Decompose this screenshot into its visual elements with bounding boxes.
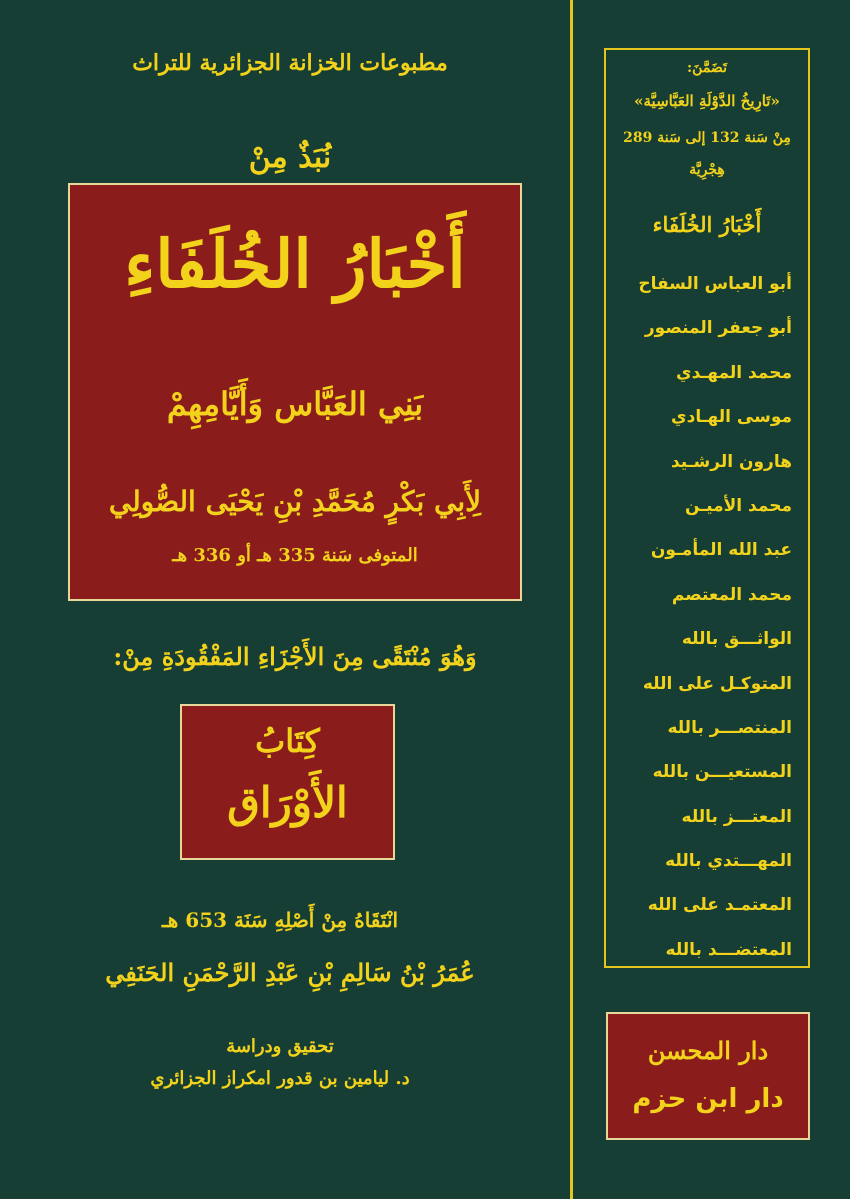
list-item: عبد الله المأمـون: [650, 540, 792, 561]
hijri-label: هِجْرِيَّة: [689, 162, 725, 178]
book-subtitle: بَنِي العَبَّاس وَأَيَّامِهِمْ: [166, 385, 424, 423]
kitab-word: كِتَابُ: [255, 722, 320, 760]
title-panel: [68, 183, 522, 601]
list-item: المهـــتدي بالله: [665, 851, 792, 872]
list-item: محمد المعتصم: [671, 584, 792, 605]
list-item: موسى الهـادي: [671, 407, 792, 428]
intro-line: وَهُوَ مُنْتَقًى مِنَ الأَجْزَاءِ المَفْقُودَةِ مِنْ:: [113, 642, 477, 671]
list-item: أبو العباس السفاح: [638, 274, 792, 294]
list-item: الواثـــق بالله: [681, 629, 792, 650]
source-book-panel: [180, 704, 395, 860]
source-book-title: الأَوْرَاق: [227, 778, 348, 827]
caliphs-heading: أَخْبَارُ الخُلَفَاء: [652, 212, 762, 237]
caliphs-list: [614, 262, 792, 972]
publisher-panel: [606, 1012, 810, 1140]
series-title: مطبوعات الخزانة الجزائرية للتراث: [132, 50, 448, 76]
publisher-logo-2: دار ابن حزم: [632, 1084, 784, 1114]
list-item: محمد المهـدي: [676, 362, 792, 383]
list-item: المعتضـــد بالله: [665, 939, 792, 960]
list-item: محمد الأميـن: [685, 495, 792, 516]
list-item: أبو جعفر المنصور: [644, 318, 792, 339]
excerpts-label: نُبَذٌ مِنْ: [248, 140, 332, 175]
book-title: أَخْبَارُ الخُلَفَاءِ: [124, 225, 466, 303]
includes-label: تَضَمَّنَ:: [687, 60, 727, 76]
contents-panel: [604, 48, 810, 968]
list-item: المعتـــز بالله: [681, 806, 792, 827]
vertical-divider: [570, 0, 573, 1199]
list-item: المتوكـل على الله: [642, 673, 792, 694]
tahqiq-label: تحقيق ودراسة: [226, 1036, 334, 1057]
author-death-date: المتوفى سَنة 335 هـ أو 336 هـ: [172, 545, 418, 566]
editor-name: د. ليامين بن قدور امكراز الجزائري: [150, 1068, 410, 1089]
history-title: «تَارِيخُ الدَّوْلَةِ العَبَّاسِيَّة»: [634, 92, 780, 110]
list-item: المستعيـــن بالله: [652, 762, 792, 783]
author-name: لِأَبِي بَكْرٍ مُحَمَّدِ بْنِ يَحْيَى الصُّولِي: [108, 485, 482, 518]
selection-year-line: انْتَقَاهُ مِنْ أَصْلِهِ سَنَة 653 هـ: [161, 908, 399, 932]
selector-name: عُمَرُ بْنُ سَالِمِ بْنِ عَبْدِ الرَّحْمَنِ الحَنَفِي: [105, 958, 475, 987]
list-item: هارون الرشـيد: [670, 451, 792, 472]
years-range: مِنْ سَنة 132 إلى سَنة 289: [623, 130, 791, 146]
list-item: المنتصـــر بالله: [667, 717, 792, 738]
publisher-logo-1: دار المحسن: [647, 1036, 769, 1065]
list-item: المعتمـد على الله: [647, 895, 792, 916]
